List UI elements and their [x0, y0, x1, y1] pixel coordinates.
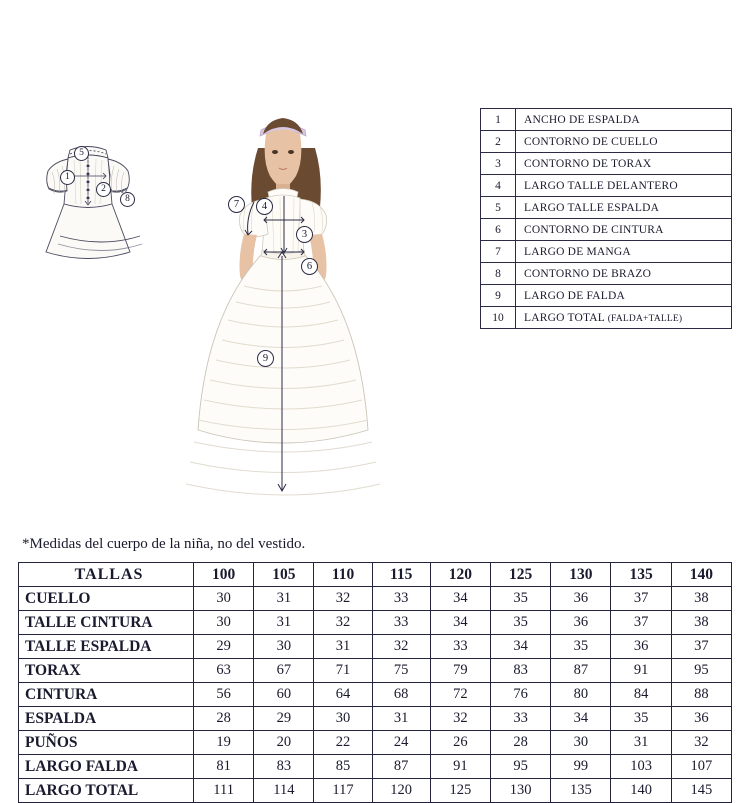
legend-number: 7: [481, 241, 516, 263]
legend-row: [481, 109, 732, 131]
cell: 37: [611, 587, 671, 611]
cell: 30: [314, 707, 372, 731]
cell: 71: [314, 659, 372, 683]
legend-number: 5: [481, 197, 516, 219]
legend-number: 3: [481, 153, 516, 175]
sizes-table-header-row: [19, 563, 732, 587]
legend-label: LARGO DE MANGA: [516, 241, 732, 263]
cell: 64: [314, 683, 372, 707]
table-row: [19, 635, 732, 659]
cell: 36: [671, 707, 731, 731]
cell: 29: [194, 635, 254, 659]
cell: 31: [611, 731, 671, 755]
cell: 83: [490, 659, 550, 683]
cell: 36: [551, 611, 611, 635]
cell: 91: [611, 659, 671, 683]
cell: 38: [671, 587, 731, 611]
cell: 107: [671, 755, 731, 779]
cell: 19: [194, 731, 254, 755]
row-label: TORAX: [19, 659, 194, 683]
legend-row: [481, 307, 732, 329]
cell: 60: [254, 683, 314, 707]
legend-label: CONTORNO DE CINTURA: [516, 219, 732, 241]
table-row: [19, 779, 732, 803]
legend-label: CONTORNO DE CUELLO: [516, 131, 732, 153]
cell: 30: [551, 731, 611, 755]
sizes-table: [18, 562, 732, 803]
legend-label: ANCHO DE ESPALDA: [516, 109, 732, 131]
cell: 75: [372, 659, 430, 683]
sizes-col-105: 105: [254, 563, 314, 587]
cell: 34: [430, 587, 490, 611]
cell: 80: [551, 683, 611, 707]
legend-number: 8: [481, 263, 516, 285]
cell: 30: [194, 611, 254, 635]
cell: 145: [671, 779, 731, 803]
marker-4: 4: [256, 198, 273, 215]
cell: 20: [254, 731, 314, 755]
sizes-col-110: 110: [314, 563, 372, 587]
marker-5: 5: [74, 146, 89, 161]
cell: 28: [490, 731, 550, 755]
cell: 79: [430, 659, 490, 683]
cell: 32: [314, 587, 372, 611]
cell: 31: [314, 635, 372, 659]
table-row: [19, 683, 732, 707]
row-label: TALLE ESPALDA: [19, 635, 194, 659]
cell: 33: [372, 587, 430, 611]
legend-number: 10: [481, 307, 516, 329]
cell: 30: [194, 587, 254, 611]
cell: 38: [671, 611, 731, 635]
cell: 56: [194, 683, 254, 707]
sizes-col-135: 135: [611, 563, 671, 587]
legend-label-suffix: (FALDA+TALLE): [607, 313, 683, 324]
legend-label: LARGO TALLE ESPALDA: [516, 197, 732, 219]
body-measurement-note: *Medidas del cuerpo de la niña, no del vestido.: [22, 536, 306, 552]
legend-row: [481, 153, 732, 175]
legend-number: 4: [481, 175, 516, 197]
cell: 72: [430, 683, 490, 707]
cell: 37: [671, 635, 731, 659]
legend-number: 2: [481, 131, 516, 153]
marker-2: 2: [96, 182, 111, 197]
marker-3: 3: [296, 226, 313, 243]
sizes-col-125: 125: [490, 563, 550, 587]
cell: 31: [372, 707, 430, 731]
legend-label: [516, 307, 732, 329]
cell: 87: [551, 659, 611, 683]
cell: 29: [254, 707, 314, 731]
cell: 35: [490, 587, 550, 611]
cell: 35: [611, 707, 671, 731]
cell: 95: [671, 659, 731, 683]
cell: 140: [611, 779, 671, 803]
row-label: ESPALDA: [19, 707, 194, 731]
cell: 32: [372, 635, 430, 659]
cell: 88: [671, 683, 731, 707]
cell: 33: [430, 635, 490, 659]
cell: 32: [430, 707, 490, 731]
legend-row: [481, 263, 732, 285]
cell: 36: [611, 635, 671, 659]
sizes-col-115: 115: [372, 563, 430, 587]
cell: 36: [551, 587, 611, 611]
table-row: [19, 659, 732, 683]
cell: 35: [551, 635, 611, 659]
cell: 35: [490, 611, 550, 635]
cell: 32: [314, 611, 372, 635]
cell: 33: [372, 611, 430, 635]
legend-number: 6: [481, 219, 516, 241]
legend-number: 1: [481, 109, 516, 131]
cell: 95: [490, 755, 550, 779]
cell: 114: [254, 779, 314, 803]
cell: 117: [314, 779, 372, 803]
cell: 83: [254, 755, 314, 779]
table-row: [19, 707, 732, 731]
cell: 68: [372, 683, 430, 707]
sizes-col-130: 130: [551, 563, 611, 587]
cell: 99: [551, 755, 611, 779]
measurement-legend: [480, 108, 732, 329]
legend-row: [481, 197, 732, 219]
cell: 67: [254, 659, 314, 683]
cell: 135: [551, 779, 611, 803]
dress-photo: [118, 100, 448, 525]
legend-label-text: LARGO TOTAL: [524, 311, 605, 324]
table-row: [19, 731, 732, 755]
cell: 111: [194, 779, 254, 803]
cell: 125: [430, 779, 490, 803]
cell: 91: [430, 755, 490, 779]
table-row: [19, 755, 732, 779]
legend-row: [481, 219, 732, 241]
row-label: PUÑOS: [19, 731, 194, 755]
cell: 32: [671, 731, 731, 755]
row-label: CUELLO: [19, 587, 194, 611]
row-label: LARGO TOTAL: [19, 779, 194, 803]
legend-row: [481, 241, 732, 263]
legend-label: CONTORNO DE BRAZO: [516, 263, 732, 285]
sizes-col-120: 120: [430, 563, 490, 587]
legend-number: 9: [481, 285, 516, 307]
legend-label: LARGO DE FALDA: [516, 285, 732, 307]
cell: 103: [611, 755, 671, 779]
row-label: CINTURA: [19, 683, 194, 707]
legend-row: [481, 131, 732, 153]
cell: 28: [194, 707, 254, 731]
legend-row: [481, 285, 732, 307]
marker-9: 9: [257, 350, 274, 367]
dress-drawing: [118, 100, 448, 525]
cell: 87: [372, 755, 430, 779]
cell: 37: [611, 611, 671, 635]
cell: 81: [194, 755, 254, 779]
cell: 30: [254, 635, 314, 659]
row-label: LARGO FALDA: [19, 755, 194, 779]
table-row: [19, 587, 732, 611]
marker-8: 8: [120, 192, 135, 207]
legend-label: CONTORNO DE TORAX: [516, 153, 732, 175]
cell: 34: [551, 707, 611, 731]
cell: 120: [372, 779, 430, 803]
legend-row: [481, 175, 732, 197]
sizes-col-140: 140: [671, 563, 731, 587]
cell: 130: [490, 779, 550, 803]
cell: 26: [430, 731, 490, 755]
cell: 22: [314, 731, 372, 755]
table-row: [19, 611, 732, 635]
sizes-table-corner: TALLAS: [19, 563, 194, 587]
cell: 84: [611, 683, 671, 707]
cell: 76: [490, 683, 550, 707]
cell: 85: [314, 755, 372, 779]
cell: 24: [372, 731, 430, 755]
marker-7: 7: [228, 196, 245, 213]
marker-1: 1: [60, 170, 75, 185]
cell: 34: [430, 611, 490, 635]
cell: 31: [254, 611, 314, 635]
sizes-col-100: 100: [194, 563, 254, 587]
legend-label: LARGO TALLE DELANTERO: [516, 175, 732, 197]
row-label: TALLE CINTURA: [19, 611, 194, 635]
cell: 34: [490, 635, 550, 659]
cell: 31: [254, 587, 314, 611]
cell: 63: [194, 659, 254, 683]
cell: 33: [490, 707, 550, 731]
marker-6: 6: [301, 258, 318, 275]
